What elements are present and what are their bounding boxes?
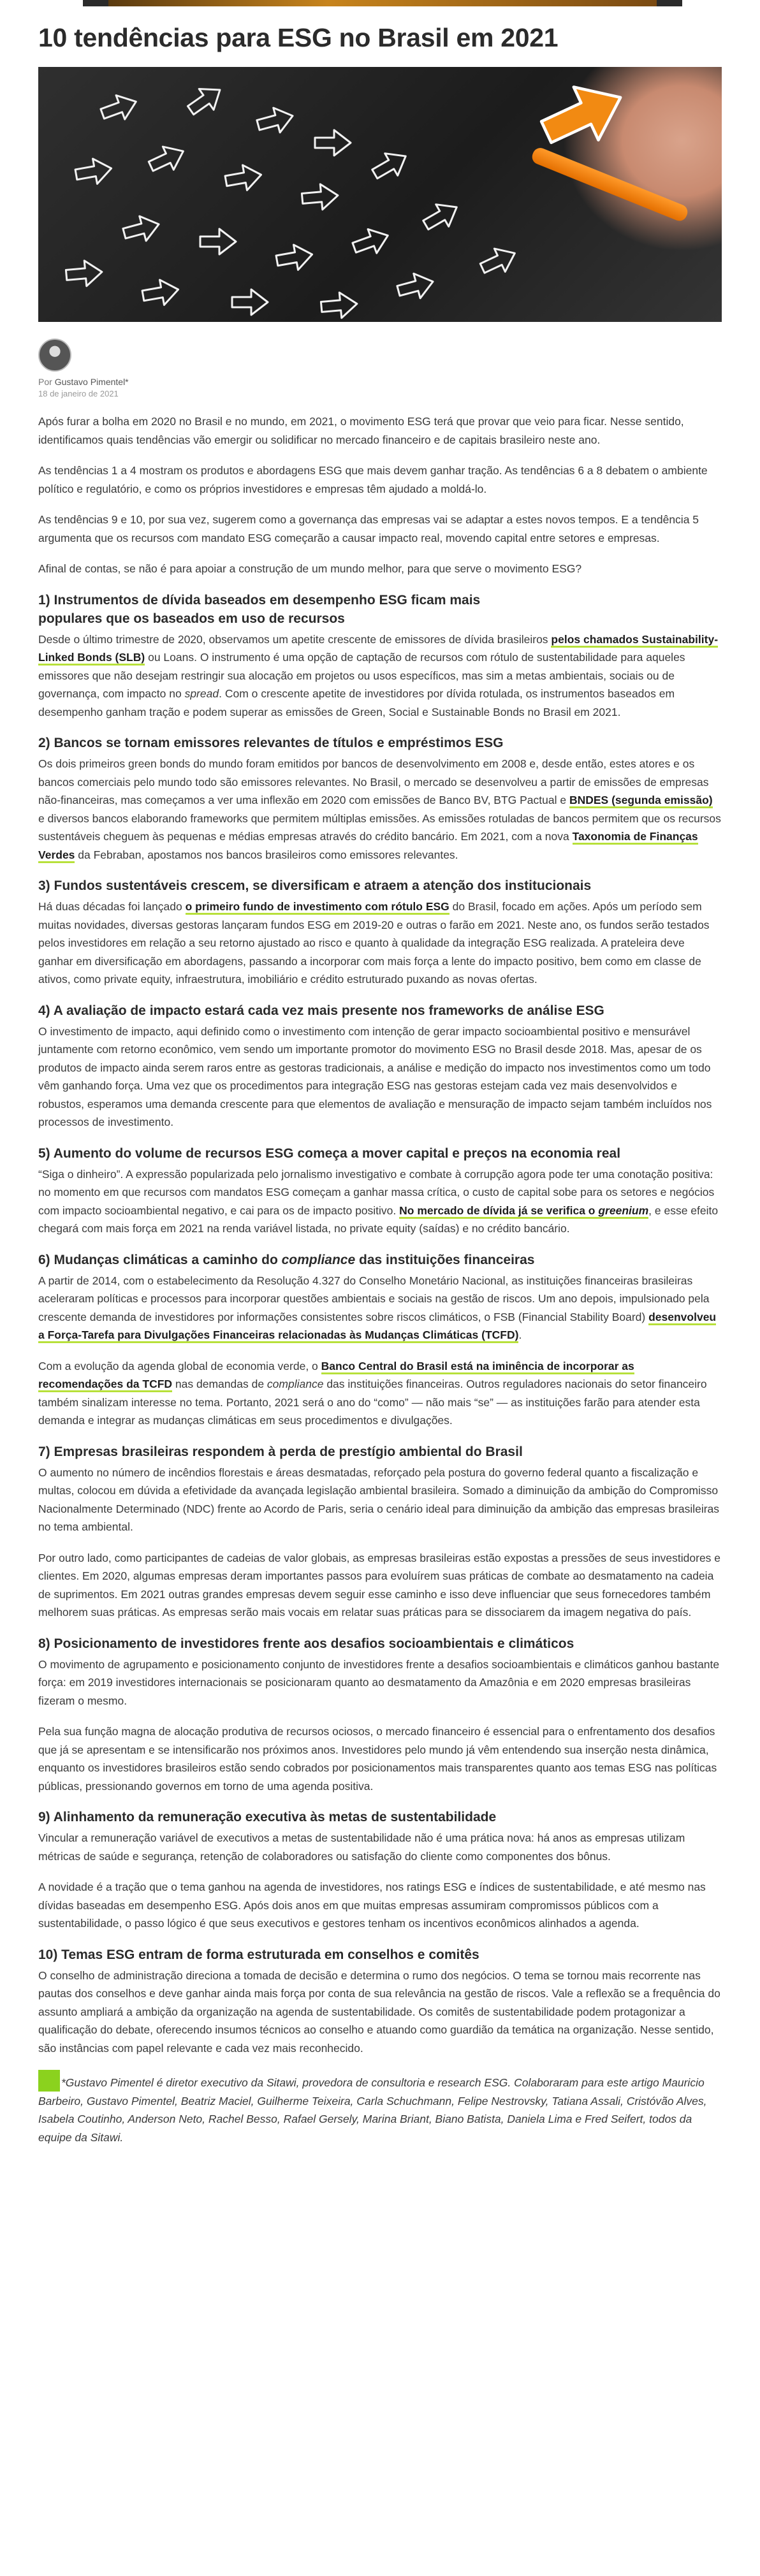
section-8-paragraph-1: O movimento de agrupamento e posicionamento conjunto de investidores frente a desafios socioambientais e climáticos ganhou bastante força: em 2019 investidores internacionais se posicionaram quanto ao desmatamento da Amazônia e em 2020 empresas brasileiras fizeram o mesmo. — [38, 1657, 720, 1707]
author-block — [38, 338, 722, 400]
arrow-icon — [392, 266, 439, 307]
arrow-icon — [298, 180, 342, 214]
banco-central-link[interactable]: Banco Central do Brasil está na iminência de incorporar as recomendações da TCFD — [38, 1360, 634, 1393]
section-1-heading: 1) Instrumentos de dívida baseados em desempenho ESG ficam mais populares que os baseados em uso de recursos — [38, 592, 481, 626]
section-7-paragraph-1: O aumento no número de incêndios florestais e áreas desmatadas, reforçado pela postura do governo federal quanto a fiscalização e multas, colocou em dúvida a efetividade da avançada legislação ambiental brasileira. Somado a diminuição da ambição do Compromisso Nacionalmente Determinado (NDC) frente ao Acordo de Paris, seria o cenário ideal para diminuição da ambição das empresas brasileiras no tema ambiental. — [38, 1466, 720, 1534]
section-7-paragraph-2: Por outro lado, como participantes de cadeias de valor globais, as empresas brasileiras estão expostas a pressões de seus investidores e clientes. Em 2020, algumas empresas deram importantes passos para evoluírem suas práticas de combate ao desmatamento na cadeia de suprimentos. Em 2021 outras grandes empresas devem seguir esse caminho e isso deve influenciar que seus fornecedores também melhorem suas práticas. As empresas serão mais vocais em relatar suas práticas para se dissociarem da imagem negativa do país. — [38, 1551, 721, 1619]
article-body — [38, 412, 722, 2146]
author-byline — [38, 375, 129, 388]
intro-paragraph-4: Afinal de contas, se não é para apoiar a construção de um mundo melhor, para que serve o movimento ESG? — [38, 562, 582, 576]
arrow-icon — [272, 239, 317, 276]
arrow-icon — [180, 76, 231, 124]
arrow-icon — [252, 101, 299, 141]
greenium-link[interactable]: No mercado de dívida já se verifica o greenium — [399, 1204, 648, 1219]
intro-paragraph-1: Após furar a bolha em 2020 no Brasil e no mundo, em 2021, o movimento ESG terá que provar que veio para ficar. Nesse sentido, identificamos quais tendências vão emergir ou solidificar no mercado financeiro e de capitais brasileiro neste ano. — [38, 415, 684, 446]
arrow-icon — [62, 256, 106, 290]
arrow-icon — [318, 288, 361, 322]
hero-image — [38, 67, 722, 322]
section-5-paragraph: “Siga o dinheiro”. A expressão popularizada pelo jornalismo investigativo e combate à corrupção agora pode ter uma conotação positiva: no momento em que recursos com mandatos ESG começam a ganhar massa crítica, o custo de capital sobe para os setores e negócios com impacto socioambiental negativo, e cai para os de impacto positivo. No mercado de dívida já se verifica o greenium, e esse efeito chegará com mais força em 2021 na renda variável listada, no private equity (saídas) e no crédito bancário. — [38, 1167, 719, 1235]
section-6-heading: 6) Mudanças climáticas a caminho do compliance das instituições financeiras — [38, 1252, 535, 1267]
arrow-icon — [221, 159, 266, 196]
taxonomia-link[interactable]: Taxonomia de Finanças Verdes — [38, 830, 698, 863]
section-9-paragraph-1: Vincular a remuneração variável de executivos a metas de sustentabilidade não é uma prática nova: há anos as empresas utilizam métricas de saúde e segurança, retenção de colaboradores ou satisfação do cliente como componentes dos bônus. — [38, 1831, 685, 1863]
section-2-heading: 2) Bancos se tornam emissores relevantes de títulos e empréstimos ESG — [38, 736, 504, 751]
arrow-icon — [142, 136, 192, 182]
publish-date: 18 de janeiro de 2021 — [38, 389, 119, 399]
section-8-paragraph-2: Pela sua função magna de alocação produtiva de recursos ociosos, o mercado financeiro é essencial para o enfrentamento dos desafios que já se apresentam e se intensificarão nos próximos anos. Investidores pelo mundo já vêm entendendo sua inserção nesta dinâmica, enquanto os investidores brasileiros estão sendo cobrados por posicionamentos mais transparentes quanto aos temas ESG nas políticas públicas, pressionando governos em torno de uma agenda positiva. — [38, 1725, 717, 1793]
section-6-paragraph-2: Com a evolução da agenda global de economia verde, o Banco Central do Brasil está na iminência de incorporar as recomendações da TCFD nas demandas de compliance das instituições financeiras. Outros reguladores nacionais do setor financeiro também sinalizam interesse no tema. Portanto, 2021 será o ano do “como” — não mais “se” — as instituições farão para atender esta demanda e integrar as mudanças climáticas em seus procedimentos e divulgações. — [38, 1359, 707, 1427]
green-badge-icon — [38, 2070, 60, 2092]
section-10-paragraph: O conselho de administração direciona a tomada de decisão e determina o rumo dos negócios. O tema se tornou mais recorrente nas pautas dos conselhos e deve ganhar ainda mais força por conta de sua relevância na gestão de riscos. Vale a reflexão se a frequência do assunto ampliará a ambição da organização na agenda de sustentabilidade. Os comitês de sustentabilidade podem protagonizar a qualificação do debate, oferecendo insumos técnicos ao conselho e atuando como guardião da temática na organização. Nesse sentido, são instâncias com papel relevante e cada vez mais reconhecido. — [38, 1968, 720, 2055]
section-9-heading: 9) Alinhamento da remuneração executiva às metas de sustentabilidade — [38, 1810, 497, 1825]
section-3-heading: 3) Fundos sustentáveis crescem, se diversificam e atraem a atenção dos institucionais — [38, 878, 592, 894]
author-footnote: *Gustavo Pimentel é diretor executivo da Sitawi, provedora de consultoria e research ESG. Colaboraram para este artigo Mauricio Barbeiro, Gustavo Pimentel, Beatriz Maciel, Guilherme Teixeira, Carla Schuchmann, Felipe Nestrovsky, Tatiana Assali, Cristóvão Alves, Isabela Coutinho, Anderson Neto, Rachel Besso, Rafael Gersely, Marina Briant, Biano Batista, Daniela Lima e Fred Seifert, todos da equipe da Sitawi. — [38, 2070, 722, 2146]
arrow-icon — [474, 238, 523, 284]
section-2-paragraph: Os dois primeiros green bonds do mundo foram emitidos por bancos de desenvolvimento em 2008 e, desde então, estes atores e os bancos comerciais pelo mundo todo são emissores relevantes. No Brasil, o mercado se desenvolveu a partir de emissões de empresas não-financeiras, mas começamos a ver uma inflexão em 2020 com emissões de Banco BV, BTG Pactual e BNDES (segunda emissão) e diversos bancos elaborando frameworks que permitem múltiplas emissões. As emissões rotuladas de bancos permitem que os recursos sustentáveis cheguem às pequenas e médias empresas através do crédito bancário. Em 2021, com a nova Taxonomia de Finanças Verdes da Febraban, apostamos nos bancos brasileiros como emissores relevantes. — [38, 755, 722, 864]
article-title: 10 tendências para ESG no Brasil em 2021 — [38, 23, 559, 52]
section-9-paragraph-2: A novidade é a tração que o tema ganhou na agenda de investidores, nos ratings ESG e índices de sustentabilidade, e até mesmo nas dívidas baseadas em desempenho ESG. Após dois anos em que muitas empresas assumiram compromissos públicos com a sustentabilidade, o passo lógico é que seus executivos e gestores tenham os incentivos econômicos alinhados a agenda. — [38, 1881, 706, 1930]
intro-paragraph-3: As tendências 9 e 10, por sua vez, sugerem como a governança das empresas vai se adaptar a estes novos tempos. E a tendência 5 argumenta que os recursos com mandato ESG começarão a causar impacto real, movendo capital entre setores e empresas. — [38, 513, 699, 544]
section-4-paragraph: O investimento de impacto, aqui definido como o investimento com intenção de gerar impacto socioambiental positivo e mensurável juntamente com retorno econômico, vem sendo um importante promotor do movimento ESG no Brasil desde 2018. Mas, apesar de os produtos de impacto ainda serem raros entre as gestoras tradicionais, a análise e medição do impacto nos investimentos como um todo vêm ganhando força. Uma vez que os procedimentos para integração ESG nas gestoras estejam cada vez mais desenvolvidos e robustos, esperamos uma demanda crescente para que elementos de avaliação e mensuração de impacto sejam também incluídos nos processos de investimento. — [38, 1024, 712, 1129]
byline-prefix: Por — [38, 377, 55, 388]
section-10-heading: 10) Temas ESG entram de forma estruturada em conselhos e comitês — [38, 1947, 479, 1962]
section-8-heading: 8) Posicionamento de investidores frente aos desafios socioambientais e climáticos — [38, 1636, 574, 1651]
arrow-icon — [347, 221, 396, 263]
arrow-icon — [95, 87, 144, 129]
arrow-icon — [138, 274, 183, 311]
first-esg-fund-link[interactable]: o primeiro fundo de investimento com rótulo ESG — [186, 900, 449, 915]
arrow-icon — [365, 142, 415, 189]
arrow-icon — [198, 226, 238, 257]
section-7-heading: 7) Empresas brasileiras respondem à perda de prestígio ambiental do Brasil — [38, 1444, 523, 1459]
author-name[interactable]: Gustavo Pimentel* — [54, 377, 129, 388]
section-5-heading: 5) Aumento do volume de recursos ESG começa a mover capital e preços na economia real — [38, 1146, 621, 1161]
section-3-paragraph: Há duas décadas foi lançado o primeiro fundo de investimento com rótulo ESG do Brasil, focado em ações. Após um período sem muitas novidades, diversas gestoras lançaram fundos ESG em 2019-20 e outras o farão em 2021. Neste ano, os fundos serão testados pelos investidores em relação a seu retorno ajustado ao risco e quanto à qualidade da integração ESG realizada. A prateleira deve ganhar em diversificação em abordagens, passando a incorporar com mais força a lente do impacto positivo, bem como em classe de ativos, como private equity, infraestrutura, imobiliário e crédito estruturado puxando as novas ofertas. — [38, 900, 710, 986]
author-meta — [38, 338, 129, 400]
section-6-paragraph-1: A partir de 2014, com o estabelecimento da Resolução 4.327 do Conselho Monetário Nacional, as instituições financeiras brasileiras aceleraram políticas e processos para incorporar questões ambientais e sociais na gestão de riscos. Um ano depois, impulsionado pela crescente demanda de investidores por informações consistentes sobre riscos climáticos, o FSB (Financial Stability Board) desenvolveu a Força-Tarefa para Divulgações Financeiras relacionadas às Mudanças Climáticas (TCFD). — [38, 1272, 722, 1344]
section-1-paragraph: Desde o último trimestre de 2020, observamos um apetite crescente de emissores de dívida brasileiros pelos chamados Sustainability-Linked Bonds (SLB) ou Loans. O instrumento é uma opção de captação de recursos com rótulo de sustentabilidade para aqueles emissores que não desejam restringir sua alocação em projetos ou usos específicos, mas sim a metas ambientais, sociais ou de governança, com impacto no spread. Com o crescente apetite de investidores por dívida rotulada, os instrumentos baseados em desempenho ganham tração e podem superar as emissões de Green, Social e Sustainable Bonds no Brasil em 2021. — [38, 632, 719, 718]
arrow-icon — [118, 209, 165, 249]
tcfd-link[interactable]: desenvolveu a Força-Tarefa para Divulgações Financeiras relacionadas às Mudanças Climáticas (TCFD) — [38, 1311, 716, 1344]
slb-link[interactable]: pelos chamados Sustainability-Linked Bonds (SLB) — [38, 633, 718, 666]
arrow-icon — [416, 193, 466, 240]
article — [38, 23, 722, 2146]
intro-paragraph-2: As tendências 1 a 4 mostram os produtos e abordagens ESG que mais devem ganhar tração. As tendências 6 a 8 debatem o ambiente político e regulatório, e como os próprios investidores e empresas têm ajudado a moldá-lo. — [38, 464, 708, 495]
bndes-link[interactable]: BNDES (segunda emissão) — [569, 794, 713, 808]
top-banner-strip — [0, 0, 760, 6]
arrow-icon — [230, 287, 270, 317]
arrow-icon — [312, 127, 353, 158]
section-4-heading: 4) A avaliação de impacto estará cada vez mais presente nos frameworks de análise ESG — [38, 1003, 604, 1018]
arrow-icon — [71, 153, 116, 190]
